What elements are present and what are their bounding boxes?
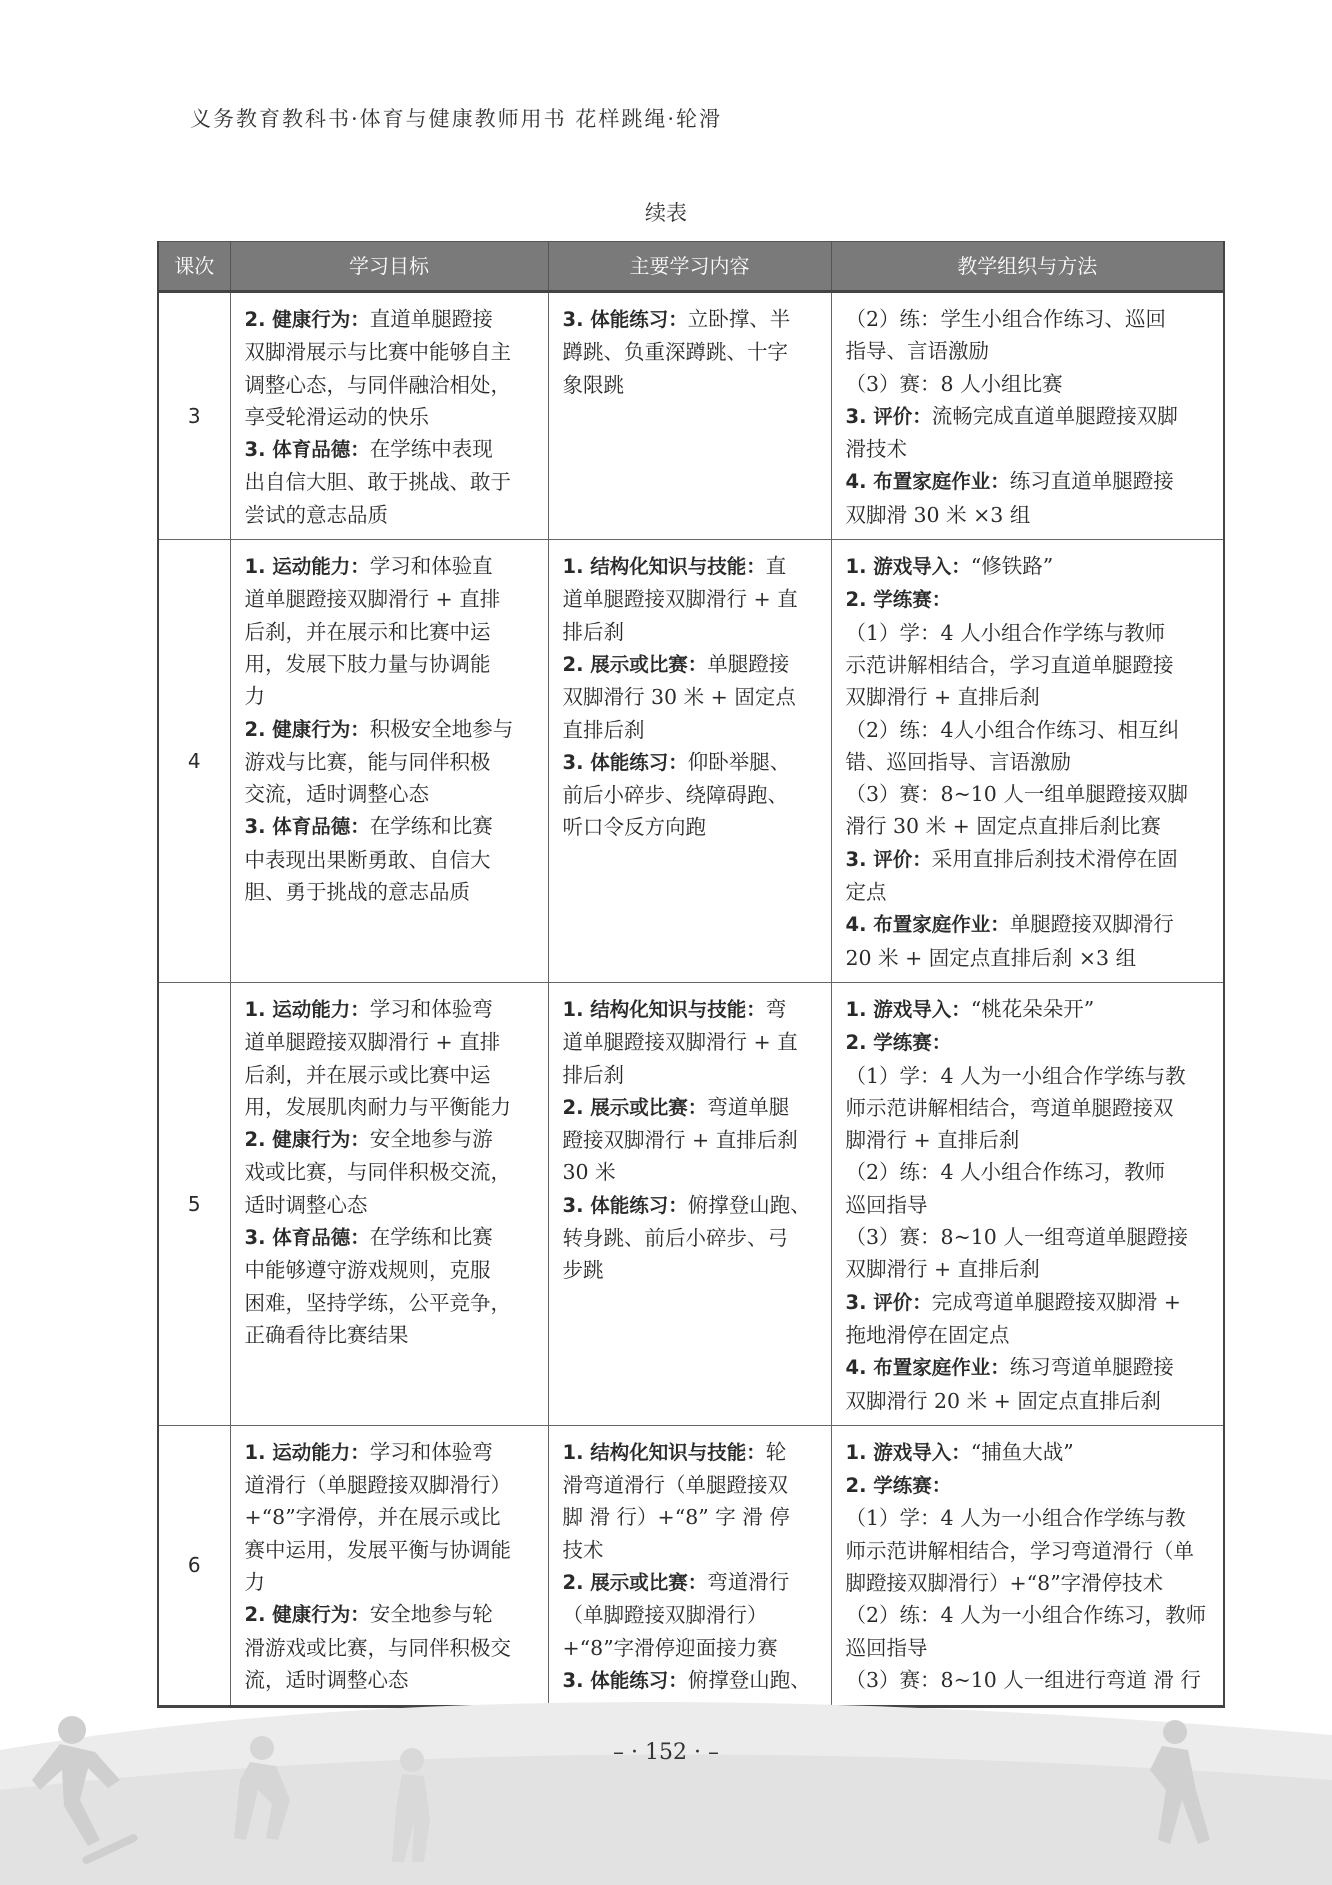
cell-line — [846, 617, 1214, 649]
cell-line — [563, 746, 821, 779]
cell-line — [846, 843, 1214, 876]
content-cell — [548, 540, 831, 983]
goals-cell — [230, 982, 548, 1425]
item-label: 1. 游戏导入： — [845, 1440, 971, 1464]
item-text: 俯撑登山跑、 — [687, 1192, 811, 1217]
item-text: 排后刹 — [562, 1062, 624, 1087]
item-text: 单腿蹬接 — [707, 651, 790, 676]
item-label: 4. 布置家庭作业： — [845, 470, 1010, 494]
item-text: 享受轮滑运动的快乐 — [244, 404, 429, 429]
item-text: （3）赛：8~10 人一组单腿蹬接双脚 — [845, 782, 1188, 807]
cell-line — [846, 1092, 1214, 1124]
item-label: 1. 结构化知识与技能： — [562, 555, 766, 579]
cell-line — [245, 1221, 538, 1254]
table-caption: 续表 — [645, 201, 687, 225]
cell-line — [846, 1351, 1214, 1384]
item-text: 30 米 — [562, 1160, 616, 1185]
item-text: 立卧撑、半 — [687, 307, 791, 331]
cell-line — [245, 876, 538, 908]
item-text: 道单腿蹬接双脚滑行 + 直 — [562, 1030, 798, 1055]
item-text: 蹲跳、负重深蹲跳、十字 — [562, 340, 788, 365]
cell-line — [563, 369, 821, 401]
cell-line — [846, 499, 1214, 531]
item-text: 双脚滑行 30 米 + 固定点 — [562, 685, 796, 710]
cell-line — [846, 1060, 1214, 1092]
item-label: 2. 学练赛： — [845, 1031, 952, 1055]
cell-line — [245, 648, 538, 680]
item-text: 流，适时调整心态 — [244, 1667, 409, 1692]
cell-line — [245, 616, 538, 648]
table-header-row — [158, 242, 1224, 292]
cell-line — [245, 680, 538, 712]
item-label: 3. 评价： — [845, 1290, 932, 1314]
item-text: 道滑行（单腿蹬接双脚滑行） — [244, 1473, 511, 1498]
cell-line — [563, 1091, 821, 1124]
item-label: 3. 体能练习： — [562, 1193, 688, 1217]
item-label: 3. 体育品德： — [244, 1226, 370, 1250]
item-text: 交流，适时调整心态 — [244, 782, 429, 807]
item-text: 技术 — [562, 1537, 604, 1562]
item-text: 在学练和比赛 — [369, 1225, 493, 1250]
item-text: （1）学：4 人小组合作学练与教师 — [845, 620, 1166, 645]
lesson-number: 6 — [158, 1425, 230, 1706]
cell-line — [846, 746, 1214, 778]
item-text: 滑游戏或比赛，与同伴积极交 — [244, 1635, 511, 1660]
cell-line — [245, 1026, 538, 1058]
cell-line — [245, 466, 538, 498]
item-text: 用，发展下肢力量与协调能 — [244, 651, 491, 676]
item-text: 力 — [244, 684, 265, 709]
cell-line — [846, 993, 1214, 1026]
item-text: 后刹，并在展示或比赛中运 — [244, 1062, 491, 1087]
item-text: 听口令反方向跑 — [562, 815, 706, 840]
cell-line — [563, 1599, 821, 1631]
cell-line — [245, 369, 538, 401]
item-label: 3. 体育品德： — [244, 815, 370, 839]
cell-line — [245, 1469, 538, 1501]
item-text: 轮 — [765, 1439, 787, 1464]
item-text: 俯撑登山跑、 — [687, 1667, 811, 1692]
item-text: 适时调整心态 — [244, 1192, 368, 1217]
cell-line — [846, 1026, 1214, 1059]
item-text: “捕鱼大战” — [970, 1439, 1074, 1464]
cell-line — [563, 583, 821, 615]
item-text: 游戏与比赛，能与同伴积极 — [244, 749, 491, 774]
item-text: 师示范讲解相结合，学习弯道滑行（单 — [845, 1538, 1194, 1563]
cell-line — [245, 1254, 538, 1286]
item-text: 脚滑行 + 直排后刹 — [845, 1128, 1020, 1153]
item-text: 安全地参与轮 — [369, 1602, 493, 1627]
item-text: 双脚滑行 + 直排后刹 — [845, 685, 1040, 710]
item-text: 正确看待比赛结果 — [244, 1322, 409, 1347]
item-text: 排后刹 — [562, 619, 624, 644]
table-row — [158, 982, 1224, 1425]
item-text: （1）学：4 人为一小组合作学练与教 — [845, 1063, 1186, 1088]
cell-line — [846, 1385, 1214, 1417]
item-label: 3. 体能练习： — [562, 308, 688, 331]
item-text: 安全地参与游 — [369, 1127, 493, 1152]
cell-line — [846, 550, 1214, 583]
item-label: 1. 运动能力： — [244, 997, 370, 1021]
item-text: 双脚滑行 20 米 + 固定点直排后刹 — [845, 1388, 1161, 1413]
method-cell — [831, 292, 1224, 540]
item-text: 滑弯道滑行（单腿蹬接双 — [562, 1473, 788, 1498]
cell-line — [846, 400, 1214, 433]
item-text: 双脚滑 30 米 ×3 组 — [845, 502, 1031, 527]
item-text: 示范讲解相结合，学习直道单腿蹬接 — [845, 652, 1174, 677]
content-cell — [548, 292, 831, 540]
cell-line — [563, 811, 821, 843]
table-row — [158, 540, 1224, 983]
item-label: 3. 评价： — [845, 404, 932, 428]
item-label: 2. 展示或比赛： — [562, 1570, 708, 1594]
item-text: （2）练：4 人为一小组合作练习，教师 — [845, 1603, 1207, 1628]
cell-line — [846, 942, 1214, 974]
cell-line — [846, 778, 1214, 810]
item-text: （2）练：4 人小组合作练习，教师 — [845, 1160, 1166, 1185]
cell-line — [245, 433, 538, 466]
item-text: 道单腿蹬接双脚滑行 + 直 — [562, 587, 798, 612]
item-text: 拖地滑停在固定点 — [845, 1322, 1010, 1347]
cell-line — [846, 1436, 1214, 1469]
item-text: 戏或比赛，与同伴积极交流， — [244, 1160, 511, 1185]
item-text: 用，发展肌肉耐力与平衡能力 — [244, 1094, 511, 1119]
table-row — [158, 292, 1224, 540]
content-cell — [548, 982, 831, 1425]
cell-line — [245, 1319, 538, 1351]
cell-line — [846, 1599, 1214, 1631]
item-text: 力 — [244, 1569, 265, 1594]
cell-line — [563, 1026, 821, 1058]
item-label: 2. 展示或比赛： — [562, 1095, 708, 1119]
item-text: 中表现出果断勇敢、自信大 — [244, 847, 491, 872]
item-text: 弯道单腿 — [707, 1094, 790, 1119]
item-text: 采用直排后刹技术滑停在固 — [931, 846, 1178, 871]
item-label: 2. 学练赛： — [845, 588, 952, 612]
item-label: 1. 运动能力： — [244, 1440, 370, 1464]
cell-line — [563, 1156, 821, 1188]
cell-line — [846, 465, 1214, 498]
cell-line — [846, 649, 1214, 681]
cell-line — [563, 1436, 821, 1469]
item-text: 脚蹬接双脚滑行）+“8”字滑停技术 — [845, 1570, 1164, 1595]
item-text: 直 — [765, 554, 787, 579]
item-text: 弯 — [765, 996, 787, 1021]
cell-line — [245, 1059, 538, 1091]
cell-line — [245, 499, 538, 531]
item-text: 后刹，并在展示和比赛中运 — [244, 619, 491, 644]
header-method: 教学组织与方法 — [831, 242, 1224, 292]
goals-cell — [230, 540, 548, 983]
cell-line — [245, 810, 538, 843]
item-text: 直排后刹 — [562, 717, 645, 742]
item-text: 赛中运用，发展平衡与协调能 — [244, 1537, 511, 1562]
item-text: 双脚滑行 + 直排后刹 — [845, 1257, 1040, 1282]
item-label: 1. 游戏导入： — [845, 555, 971, 579]
cell-line — [846, 583, 1214, 616]
cell-line — [563, 1254, 821, 1286]
cell-line — [245, 1287, 538, 1319]
item-text: 蹬接双脚滑行 + 直排后刹 — [562, 1128, 798, 1153]
item-text: 中能够遵守游戏规则，克服 — [244, 1258, 491, 1283]
lesson-number: 3 — [158, 292, 230, 540]
cell-line — [846, 303, 1214, 335]
lesson-number: 5 — [158, 982, 230, 1425]
cell-line — [245, 1189, 538, 1221]
item-text: 道单腿蹬接双脚滑行 + 直排 — [244, 587, 501, 612]
item-label: 3. 评价： — [845, 847, 932, 871]
item-label: 4. 布置家庭作业： — [845, 1356, 1010, 1380]
cell-line — [245, 1566, 538, 1598]
goals-cell — [230, 292, 548, 540]
cell-line — [846, 433, 1214, 465]
cell-line — [563, 1222, 821, 1254]
item-text: 滑行 30 米 + 固定点直排后刹比赛 — [845, 814, 1161, 839]
cell-line — [563, 1469, 821, 1501]
item-label: 3. 体育品德： — [244, 438, 370, 462]
cell-line — [846, 876, 1214, 908]
cell-line — [245, 713, 538, 746]
cell-line — [563, 303, 821, 336]
item-text: （单脚蹬接双脚滑行） — [562, 1603, 768, 1628]
cell-line — [846, 1124, 1214, 1156]
cell-line — [846, 1253, 1214, 1285]
item-label: 4. 布置家庭作业： — [845, 913, 1010, 937]
cell-line — [245, 550, 538, 583]
item-text: 20 米 + 固定点直排后刹 ×3 组 — [845, 945, 1137, 970]
item-text: 双脚滑展示与比赛中能够自主 — [244, 340, 511, 365]
cell-line — [563, 550, 821, 583]
item-text: 困难，坚持学练，公平竞争， — [244, 1290, 511, 1315]
page-number: – · 152 · – — [613, 1740, 719, 1765]
cell-line — [563, 1501, 821, 1533]
item-text: 练习直道单腿蹬接 — [1009, 469, 1174, 494]
item-text: 脚 滑 行）+“8” 字 滑 停 — [562, 1505, 790, 1530]
item-label: 2. 学练赛： — [845, 1474, 952, 1498]
item-text: 滑技术 — [845, 437, 907, 462]
method-cell — [831, 540, 1224, 983]
item-text: （3）赛：8 人小组比赛 — [845, 371, 1063, 396]
item-text: 仰卧举腿、 — [687, 749, 791, 774]
item-label: 2. 健康行为： — [244, 1128, 370, 1152]
item-text: +“8”字滑停，并在展示或比 — [244, 1505, 501, 1530]
cell-line — [245, 303, 538, 336]
cell-line — [563, 1124, 821, 1156]
cell-line — [846, 1156, 1214, 1188]
cell-line — [846, 1535, 1214, 1567]
item-text: 巡回指导 — [845, 1192, 928, 1217]
cell-line — [846, 1221, 1214, 1253]
item-text: 巡回指导 — [845, 1635, 928, 1660]
cell-line — [245, 336, 538, 368]
item-label: 2. 健康行为： — [244, 308, 370, 331]
item-text: 定点 — [845, 880, 887, 905]
cell-line — [846, 908, 1214, 941]
item-text: 错、巡回指导、言语激励 — [845, 749, 1071, 774]
method-cell — [831, 982, 1224, 1425]
item-text: “桃花朵朵开” — [970, 996, 1095, 1021]
cell-line — [245, 1091, 538, 1123]
item-text: 学习和体验弯 — [369, 1439, 493, 1464]
cell-line — [846, 1286, 1214, 1319]
lesson-plan-table — [157, 241, 1225, 1708]
book-title: 义务教育教科书·体育与健康教师用书 花样跳绳·轮滑 — [190, 107, 723, 131]
cell-line — [563, 681, 821, 713]
item-label: 2. 展示或比赛： — [562, 652, 708, 676]
item-text: （3）赛：8~10 人一组进行弯道 滑 行 — [845, 1667, 1201, 1692]
cell-line — [245, 1501, 538, 1533]
cell-line — [563, 714, 821, 746]
item-text: 弯道滑行 — [707, 1569, 790, 1594]
item-label: 2. 健康行为： — [244, 1603, 370, 1627]
cell-line — [846, 810, 1214, 842]
cell-line — [245, 1598, 538, 1631]
cell-line — [245, 746, 538, 778]
cell-line — [245, 1436, 538, 1469]
cell-line — [245, 778, 538, 810]
header-content: 主要学习内容 — [548, 242, 831, 292]
item-label: 3. 体能练习： — [562, 1668, 688, 1692]
item-label: 2. 健康行为： — [244, 717, 370, 741]
cell-line — [846, 335, 1214, 367]
cell-line — [563, 616, 821, 648]
cell-line — [245, 401, 538, 433]
item-text: 师示范讲解相结合，弯道单腿蹬接双 — [845, 1095, 1174, 1120]
item-text: 步跳 — [562, 1258, 604, 1283]
item-text: 尝试的意志品质 — [244, 502, 388, 527]
cell-line — [846, 681, 1214, 713]
item-text: 单腿蹬接双脚滑行 — [1009, 912, 1174, 937]
item-text: 胆、勇于挑战的意志品质 — [244, 880, 470, 905]
item-text: 指导、言语激励 — [845, 339, 989, 364]
cell-line — [245, 844, 538, 876]
cell-line — [563, 1059, 821, 1091]
item-text: 直道单腿蹬接 — [369, 307, 493, 331]
cell-line — [563, 1534, 821, 1566]
cell-line — [846, 1567, 1214, 1599]
item-label: 3. 体能练习： — [562, 750, 688, 774]
item-label: 1. 游戏导入： — [845, 997, 971, 1021]
cell-line — [245, 1156, 538, 1188]
item-text: （3）赛：8~10 人一组弯道单腿蹬接 — [845, 1225, 1188, 1250]
item-text: +“8”字滑停迎面接力赛 — [562, 1635, 778, 1660]
cell-line — [563, 1566, 821, 1599]
header-lesson: 课次 — [158, 242, 230, 292]
item-text: 学习和体验直 — [369, 554, 493, 579]
item-label: 1. 结构化知识与技能： — [562, 1440, 766, 1464]
cell-line — [846, 1469, 1214, 1502]
cell-line — [846, 368, 1214, 400]
lesson-number: 4 — [158, 540, 230, 983]
cell-line — [245, 1534, 538, 1566]
cell-line — [563, 779, 821, 811]
item-label: 1. 结构化知识与技能： — [562, 997, 766, 1021]
cell-line — [563, 1189, 821, 1222]
item-text: 完成弯道单腿蹬接双脚滑 + — [931, 1289, 1181, 1314]
item-text: 转身跳、前后小碎步、弓 — [562, 1226, 788, 1251]
cell-line — [245, 583, 538, 615]
item-text: （1）学：4 人为一小组合作学练与教 — [845, 1506, 1186, 1531]
item-text: 调整心态，与同伴融洽相处， — [244, 372, 511, 397]
cell-line — [846, 1319, 1214, 1351]
item-text: 在学练和比赛 — [369, 814, 493, 839]
item-text: 道单腿蹬接双脚滑行 + 直排 — [244, 1030, 501, 1055]
item-text: 学习和体验弯 — [369, 996, 493, 1021]
item-text: “修铁路” — [970, 554, 1054, 579]
item-text: 积极安全地参与 — [369, 716, 514, 741]
item-text: 流畅完成直道单腿蹬接双脚 — [931, 403, 1178, 428]
item-text: 出自信大胆、敢于挑战、敢于 — [244, 470, 511, 495]
cell-line — [245, 993, 538, 1026]
header-goals: 学习目标 — [230, 242, 548, 292]
item-label: 1. 运动能力： — [244, 555, 370, 579]
cell-line — [846, 1502, 1214, 1534]
cell-line — [846, 1189, 1214, 1221]
item-text: 练习弯道单腿蹬接 — [1009, 1355, 1174, 1380]
cell-line — [245, 1123, 538, 1156]
item-text: （2）练：学生小组合作练习、巡回 — [845, 307, 1167, 331]
item-text: 前后小碎步、绕障碍跑、 — [562, 783, 788, 808]
cell-line — [563, 648, 821, 681]
item-text: 在学练中表现 — [369, 437, 493, 462]
item-text: （2）练：4人小组合作练习、相互纠 — [845, 717, 1180, 742]
cell-line — [846, 714, 1214, 746]
cell-line — [563, 336, 821, 368]
item-text: 象限跳 — [562, 372, 624, 397]
cell-line — [563, 993, 821, 1026]
